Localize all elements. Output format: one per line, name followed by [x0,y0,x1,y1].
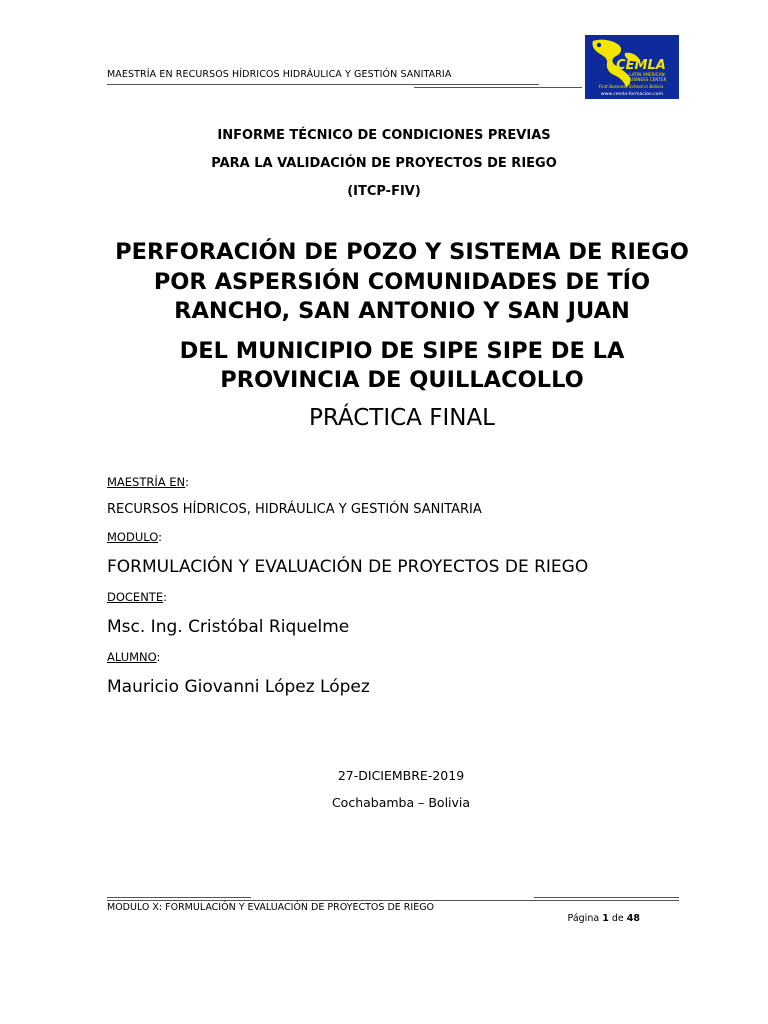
master-label [107,475,189,489]
footer-divider-left [107,897,251,898]
page-of: de [611,913,624,924]
document-date: 27-DICIEMBRE-2019 [337,768,465,783]
student-value: Mauricio Giovanni López López [107,677,370,697]
header-program-title: MAESTRÍA EN RECURSOS HÍDRICOS HIDRÁULICA Y GESTIÓN SANITARIA [107,69,452,80]
footer-divider-right [534,897,679,898]
master-label-colon: : [185,475,190,489]
student-label [107,650,160,664]
master-value: RECURSOS HÍDRICOS, HIDRÁULICA Y GESTIÓN SANITARIA [107,502,482,517]
logo-tagline: First Business School in Bolivia [598,84,664,89]
logo-line1: LATIN AMERICAN [629,72,665,77]
teacher-label-colon: : [163,590,167,604]
project-title-line2: POR ASPERSIÓN COMUNIDADES DE TÍO [153,269,651,295]
student-label-text: ALUMNO [107,650,157,664]
project-title-line3: RANCHO, SAN ANTONIO Y SAN JUAN [174,298,630,324]
module-value: FORMULACIÓN Y EVALUACIÓN DE PROYECTOS DE RIEGO [107,557,589,577]
teacher-value: Msc. Ing. Cristóbal Riquelme [107,617,350,637]
teacher-label [107,590,167,604]
logo-website: www.cemla-formacion.com [600,92,664,97]
module-label-colon: : [158,530,162,544]
logo-brand: CEMLA [616,58,666,73]
cemla-logo-graphic [585,35,679,99]
page-number [568,913,640,924]
project-title-line5: PROVINCIA DE QUILLACOLLO [220,367,584,393]
page-current: 1 [602,913,609,924]
report-heading-line1: INFORME TÉCNICO DE CONDICIONES PREVIAS [217,128,551,143]
project-title-line1: PERFORACIÓN DE POZO Y SISTEMA DE RIEGO [115,239,689,265]
page-word: Página [567,913,600,924]
master-label-text: MAESTRÍA EN [107,475,186,489]
footer-divider [107,900,679,901]
student-label-colon: : [156,650,161,664]
project-title-line4: DEL MUNICIPIO DE SIPE SIPE DE LA [179,338,625,364]
footer-module: MODULO X: FORMULACIÓN Y EVALUACIÓN DE PROYECTOS DE RIEGO [107,902,435,913]
module-label-text: MODULO [107,530,159,544]
teacher-label-text: DOCENTE [107,590,164,604]
report-heading-line2: PARA LA VALIDACIÓN DE PROYECTOS DE RIEGO [211,156,557,171]
header-divider [107,84,539,85]
module-label [107,530,162,544]
cemla-logo [585,35,679,99]
document-place: Cochabamba – Bolivia [331,795,471,810]
report-heading-code: (ITCP-FIV) [347,184,421,199]
header-divider-secondary [414,87,582,88]
page-total: 48 [626,913,640,924]
logo-line2: BUSINESS CENTER [627,77,667,82]
practice-title: PRÁCTICA FINAL [308,405,495,431]
